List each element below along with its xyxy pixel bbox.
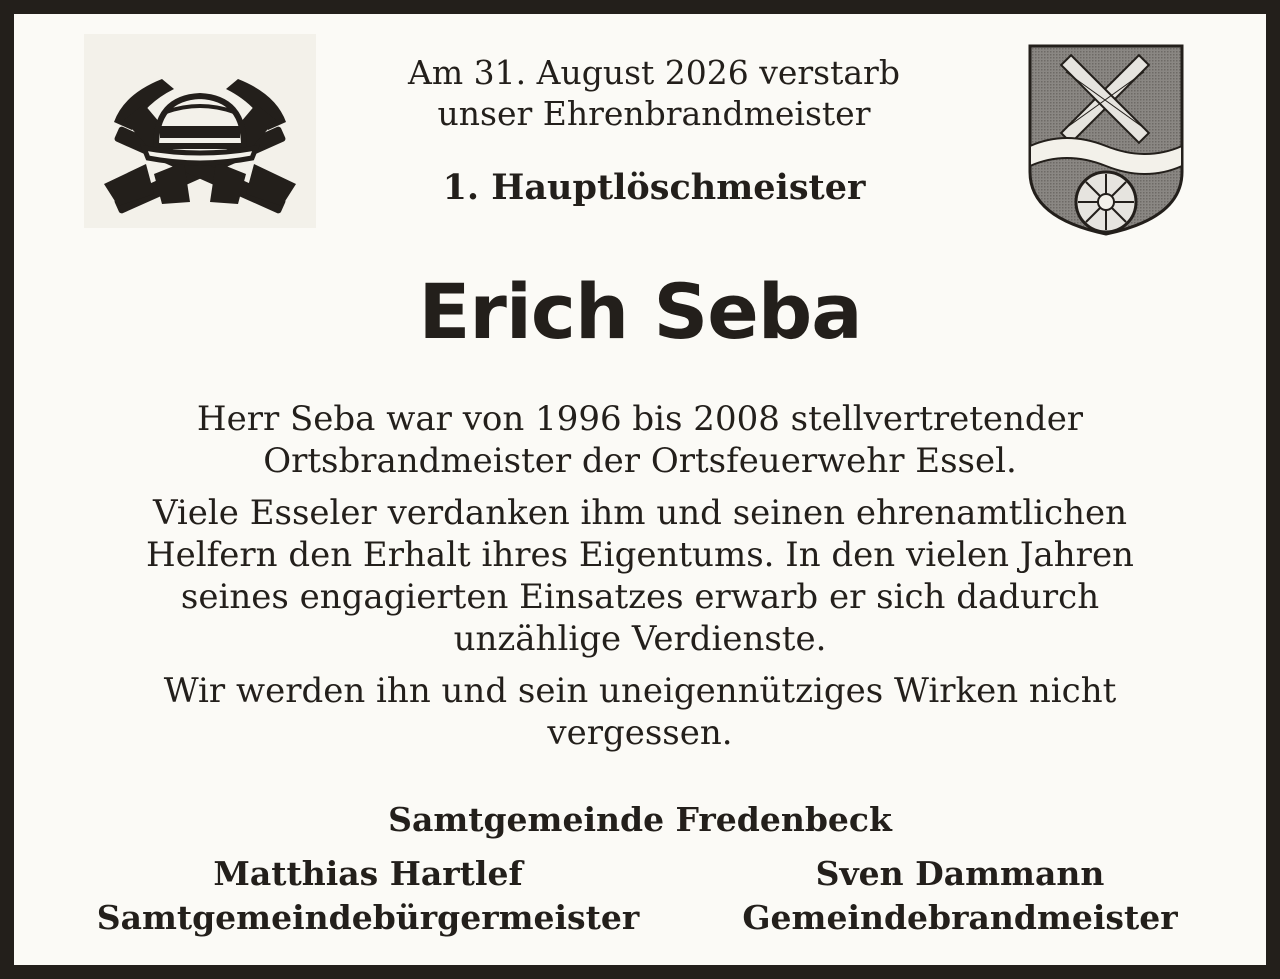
signatory-name: Sven Dammann [815, 854, 1105, 893]
organization-name: Samtgemeinde Fredenbeck [388, 800, 892, 839]
paragraph-remembrance [44, 670, 1236, 754]
rank-title: 1. Hauptlöschmeister [442, 167, 866, 208]
text-line: Herr Seba war von 1996 bis 2008 stellvertretender [196, 399, 1084, 439]
signatory-title: Gemeindebrandmeister [742, 898, 1178, 937]
intro-line-2: unser Ehrenbrandmeister [437, 94, 871, 133]
text-line: seines engagierten Einsatzes erwarb er sich dadurch [180, 577, 1100, 617]
coat-of-arms-windmill-icon [1026, 42, 1186, 238]
signatory-right [710, 852, 1210, 940]
header-block [314, 52, 994, 208]
text-line: unzählige Verdienste. [453, 619, 827, 659]
text-line: Helfern den Erhalt ihres Eigentums. In den vielen Jahren [146, 535, 1134, 575]
paragraph-merits [44, 492, 1236, 660]
firefighter-helmet-icon [84, 34, 316, 228]
body-text [44, 398, 1236, 764]
deceased-name: Erich Seba [418, 267, 862, 356]
intro-line-1: Am 31. August 2026 verstarb [408, 53, 900, 92]
signatory-title: Samtgemeindebürgermeister [96, 898, 640, 937]
text-line: Viele Esseler verdanken ihm und seinen ehrenamtlichen [152, 493, 1128, 533]
text-line: Ortsbrandmeister der Ortsfeuerwehr Essel. [263, 441, 1017, 481]
text-line: Wir werden ihn und sein uneigennütziges Wirken nicht [163, 671, 1117, 711]
paragraph-service [44, 398, 1236, 482]
signatory-name: Matthias Hartlef [213, 854, 523, 893]
signatory-left [68, 852, 668, 940]
text-line: vergessen. [547, 713, 733, 753]
